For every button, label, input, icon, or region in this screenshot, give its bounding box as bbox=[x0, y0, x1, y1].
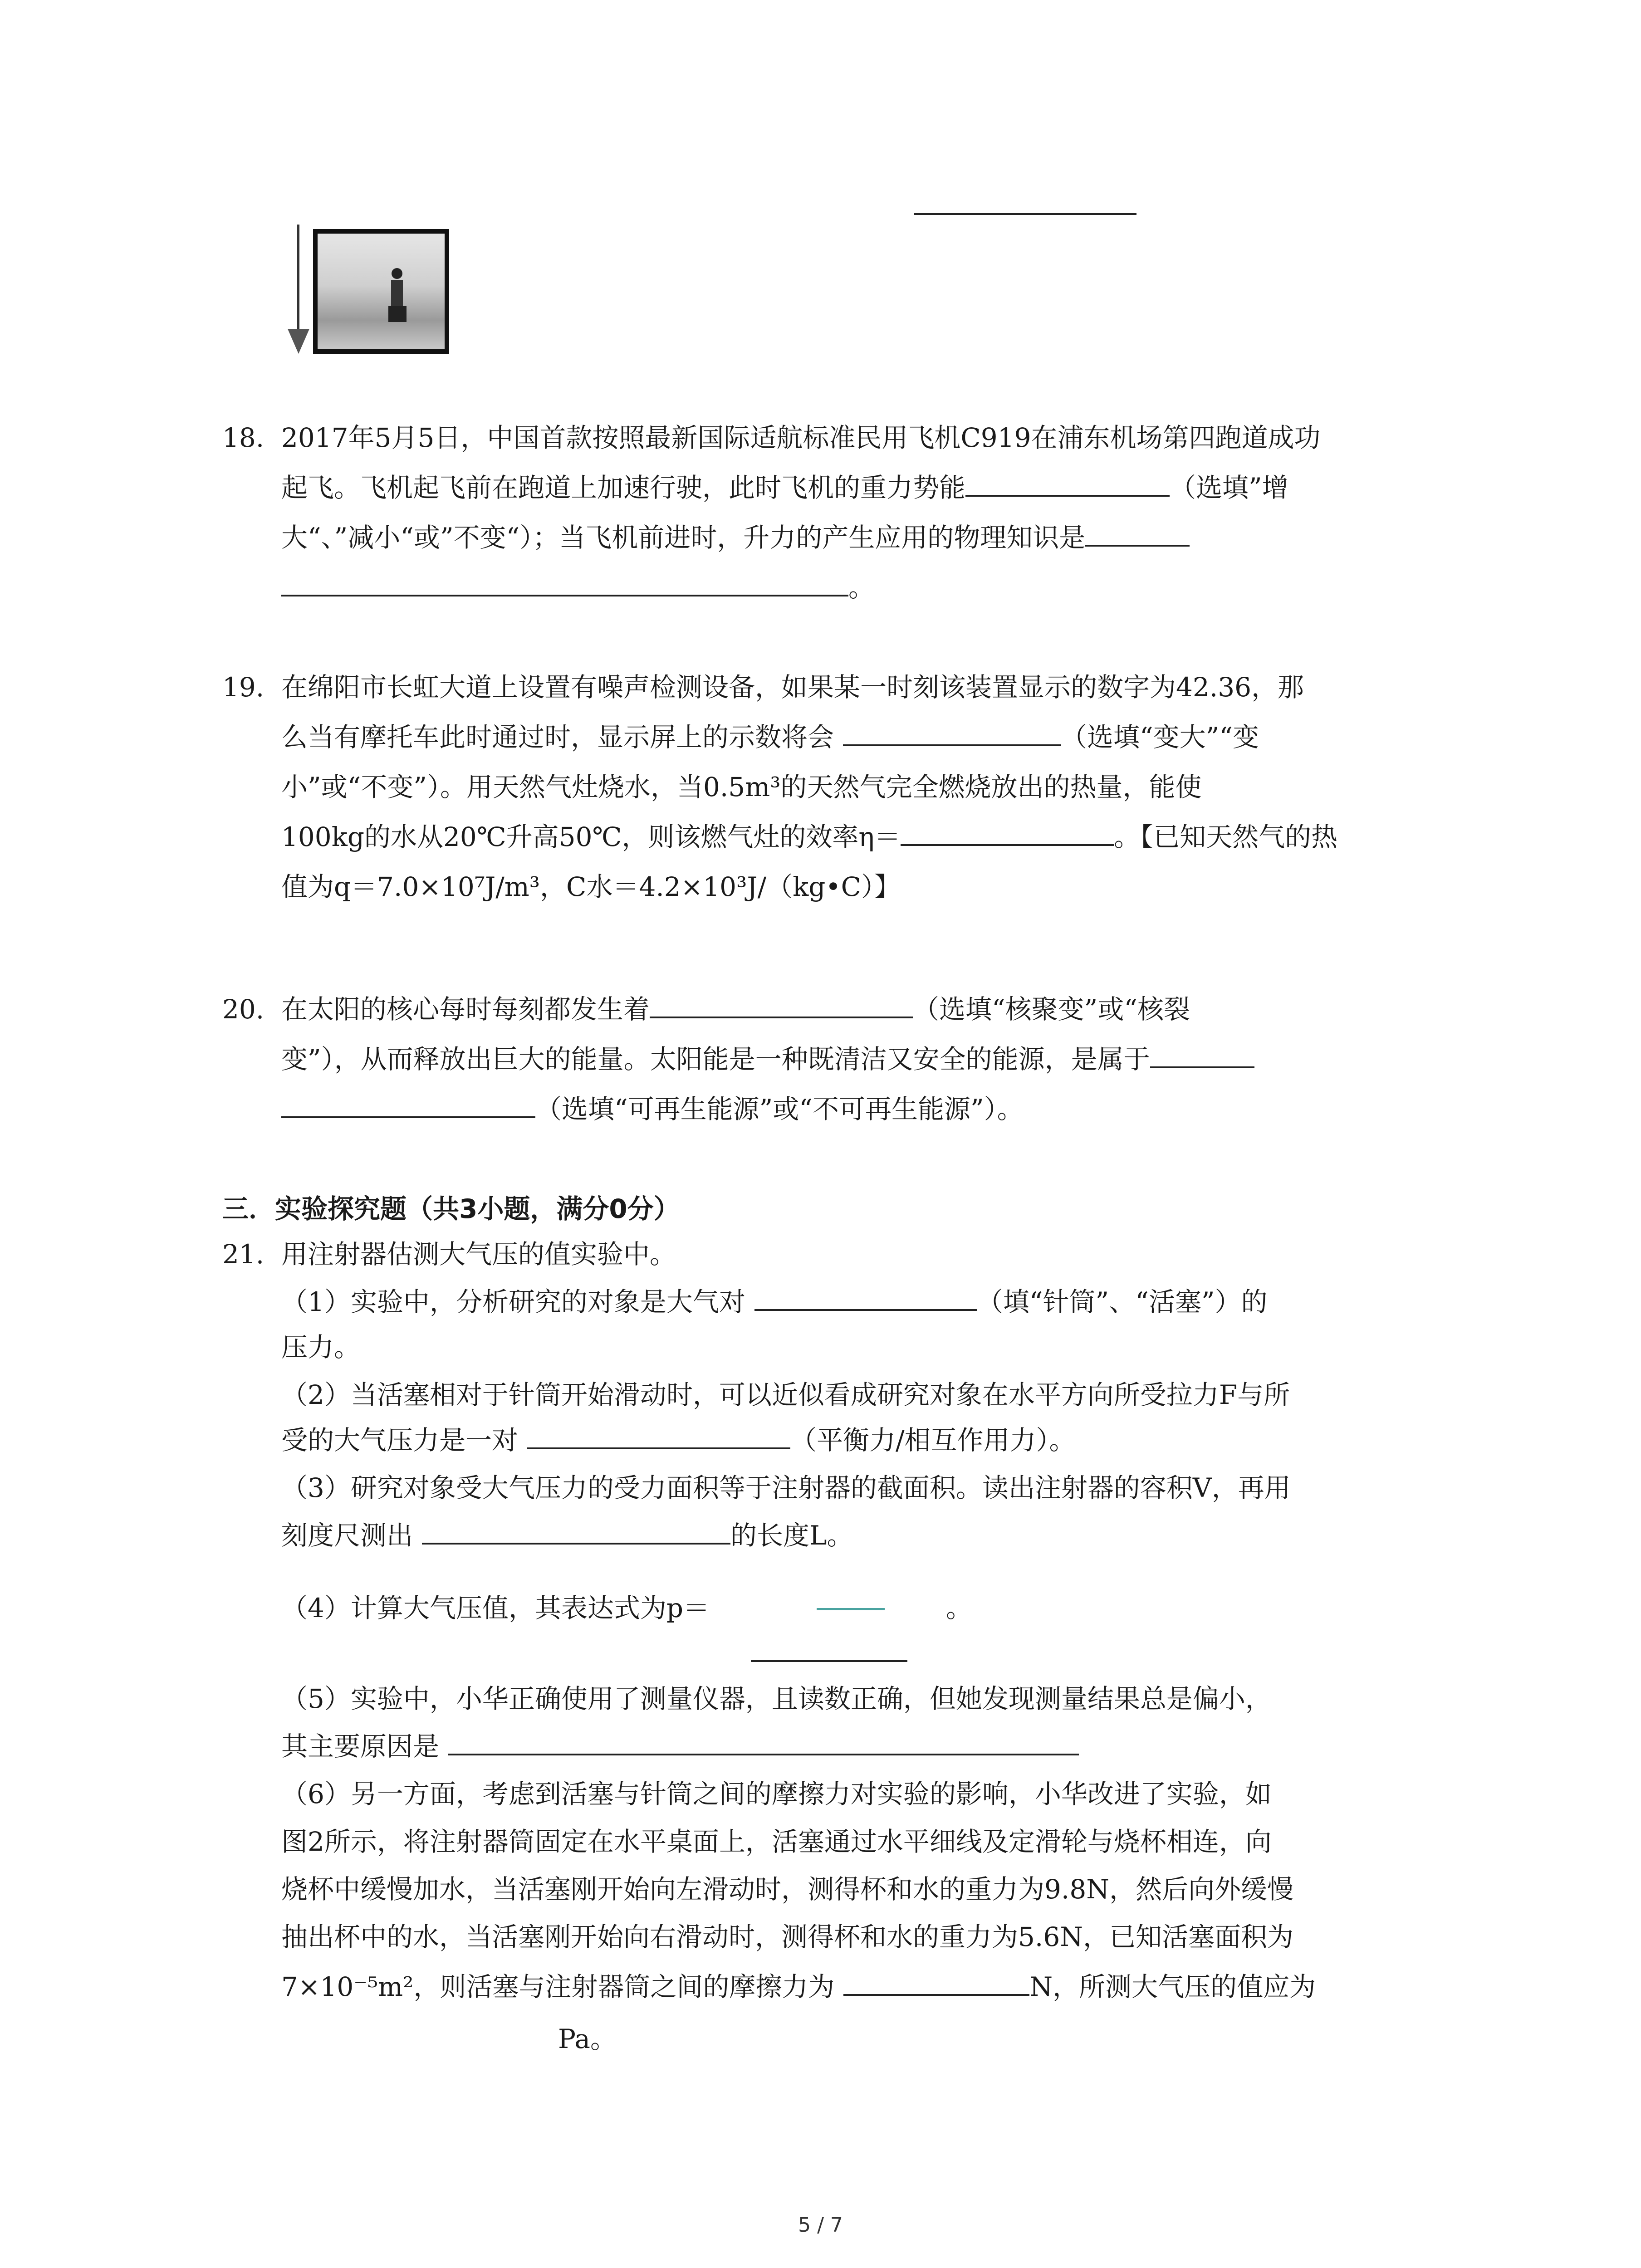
person-figure-icon bbox=[386, 265, 408, 329]
q20-option-text: （选填“可再生能源”或“不可再生能源”）。 bbox=[535, 1094, 1024, 1124]
q20-line3 bbox=[281, 1084, 1024, 1134]
q18-period: 。 bbox=[848, 572, 875, 603]
plumb-bob-icon bbox=[288, 329, 309, 354]
q19-line5: 值为q＝7.0×10⁷J/m³，C水＝4.2×10³J/（kg•C）】 bbox=[281, 871, 901, 902]
q21-p5-text: 其主要原因是 bbox=[281, 1731, 440, 1762]
q21-part1-line1 bbox=[281, 1277, 1268, 1327]
page-number: 5 / 7 bbox=[798, 2214, 843, 2237]
q21-part4-line bbox=[281, 1583, 710, 1633]
q21-part6-line5 bbox=[281, 1962, 1316, 2012]
section-title: 三．实验探究题（共3小题，满分0分） bbox=[222, 1193, 680, 1224]
q21-part6-line2: 图2所示，将注射器筒固定在水平桌面上，活塞通过水平细线及定滑轮与烧杯相连，向 bbox=[281, 1826, 1272, 1857]
q21-part3-line1: （3）研究对象受大气压力的受力面积等于注射器的截面积。读出注射器的容积V，再用 bbox=[281, 1472, 1291, 1503]
q21-p3-text-tail: 的长度L。 bbox=[730, 1520, 853, 1551]
q21-p3-text: 刻度尺测出 bbox=[281, 1520, 413, 1551]
q19-text: 100kg的水从20℃升高50℃，则该燃气灶的效率η＝ bbox=[281, 821, 901, 852]
q21-p4-period: 。 bbox=[946, 1593, 973, 1623]
fraction-bar bbox=[817, 1608, 885, 1610]
q20-blank-1[interactable] bbox=[650, 989, 913, 1018]
q18-text: 起飞。飞机起飞前在跑道上加速行驶，此时飞机的重力势能 bbox=[281, 472, 966, 503]
q20-blank-2a[interactable] bbox=[1150, 1039, 1254, 1068]
q19-blank-2[interactable] bbox=[901, 817, 1114, 846]
q21-p6-text-tail: N，所测大气压的值应为 bbox=[1029, 1971, 1316, 2002]
q21-p4-text: （4）计算大气压值，其表达式为p＝ bbox=[281, 1593, 710, 1623]
q21-p6-blank-pressure[interactable] bbox=[281, 2014, 544, 2041]
q19-text: 么当有摩托车此时通过时，显示屏上的示数将会 bbox=[281, 722, 834, 753]
q18-blank-1[interactable] bbox=[965, 468, 1170, 497]
q21-p5-blank[interactable] bbox=[448, 1726, 1079, 1755]
q21-part3-line2 bbox=[281, 1510, 853, 1560]
q19-line2 bbox=[281, 712, 1259, 762]
question-number-19: 19. bbox=[222, 672, 265, 703]
q21-p6-unit: Pa。 bbox=[558, 2024, 617, 2054]
q19-text-tail: 。【已知天然气的热 bbox=[1114, 821, 1338, 852]
q18-line4 bbox=[281, 562, 875, 612]
q18-line1: 2017年5月5日，中国首款按照最新国际适航标准民用飞机C919在浦东机场第四跑道成功 bbox=[281, 422, 1321, 453]
q21-p1-blank[interactable] bbox=[754, 1282, 977, 1311]
q21-p1-option: （填“针筒”、“活塞”）的 bbox=[976, 1286, 1268, 1317]
q21-p3-blank[interactable] bbox=[422, 1515, 730, 1545]
q21-p2-option: （平衡力/相互作用力）。 bbox=[790, 1425, 1076, 1456]
q20-blank-2b[interactable] bbox=[281, 1089, 535, 1118]
q21-part2-line2 bbox=[281, 1415, 1076, 1465]
q21-p6-blank-friction[interactable] bbox=[843, 1967, 1029, 1996]
q21-part5-line2 bbox=[281, 1721, 1079, 1771]
q19-line4 bbox=[281, 812, 1337, 862]
q18-line2 bbox=[281, 463, 1288, 513]
q21-p2-text: 受的大气压力是一对 bbox=[281, 1425, 519, 1456]
q21-p2-blank[interactable] bbox=[527, 1420, 790, 1449]
q20-text: 变”），从而释放出巨大的能量。太阳能是一种既清洁又安全的能源，是属于 bbox=[281, 1044, 1150, 1075]
q21-part1-line2: 压力。 bbox=[281, 1332, 361, 1363]
question-number-18: 18. bbox=[222, 422, 265, 453]
q21-part2-line1: （2）当活塞相对于针筒开始滑动时，可以近似看成研究对象在水平方向所受拉力F与所 bbox=[281, 1379, 1290, 1410]
q21-part6-line4: 抽出杯中的水，当活塞刚开始向右滑动时，测得杯和水的重力为5.6N，已知活塞面积为 bbox=[281, 1921, 1293, 1952]
answer-blank-top[interactable] bbox=[914, 186, 1136, 215]
plumb-line-icon bbox=[297, 225, 299, 329]
q18-text: 大“、”减小“或”不变“）；当飞机前进时，升力的产生应用的物理知识是 bbox=[281, 522, 1086, 553]
q18-blank-2a[interactable] bbox=[1085, 518, 1190, 547]
q18-option-text: （选填”增 bbox=[1170, 472, 1288, 503]
q20-line2 bbox=[281, 1034, 1254, 1084]
question-number-20: 20. bbox=[222, 994, 265, 1025]
q18-blank-2b[interactable] bbox=[281, 567, 848, 596]
q19-line1: 在绵阳市长虹大道上设置有噪声检测设备，如果某一时刻该装置显示的数字为42.36，那 bbox=[281, 672, 1304, 703]
figure-photo bbox=[313, 229, 449, 354]
q19-blank-1[interactable] bbox=[843, 717, 1061, 746]
q21-p6-text: 7×10⁻⁵m²，则活塞与注射器筒之间的摩擦力为 bbox=[281, 1971, 835, 2002]
q19-line3: 小”或“不变”）。用天然气灶烧水，当0.5m³的天然气完全燃烧放出的热量，能使 bbox=[281, 772, 1202, 802]
q18-line3 bbox=[281, 513, 1190, 562]
q20-line1 bbox=[281, 984, 1190, 1034]
q21-part6-line1: （6）另一方面，考虑到活塞与针筒之间的摩擦力对实验的影响，小华改进了实验，如 bbox=[281, 1779, 1272, 1809]
q21-p1-text: （1）实验中，分析研究的对象是大气对 bbox=[281, 1286, 745, 1317]
q20-text: 在太阳的核心每时每刻都发生着 bbox=[281, 994, 650, 1025]
question-number-21: 21. bbox=[222, 1239, 265, 1270]
q20-option-text: （选填“核聚变”或“核裂 bbox=[913, 994, 1190, 1025]
q21-part6-line3: 烧杯中缓慢加水，当活塞刚开始向左滑动时，测得杯和水的重力为9.8N，然后向外缓慢 bbox=[281, 1874, 1293, 1905]
q21-intro: 用注射器估测大气压的值实验中。 bbox=[281, 1239, 676, 1270]
q21-p4-blank[interactable] bbox=[751, 1637, 907, 1662]
q19-option-text: （选填“变大”“变 bbox=[1061, 722, 1259, 753]
q21-part5-line1: （5）实验中，小华正确使用了测量仪器，且读数正确，但她发现测量结果总是偏小， bbox=[281, 1683, 1272, 1714]
